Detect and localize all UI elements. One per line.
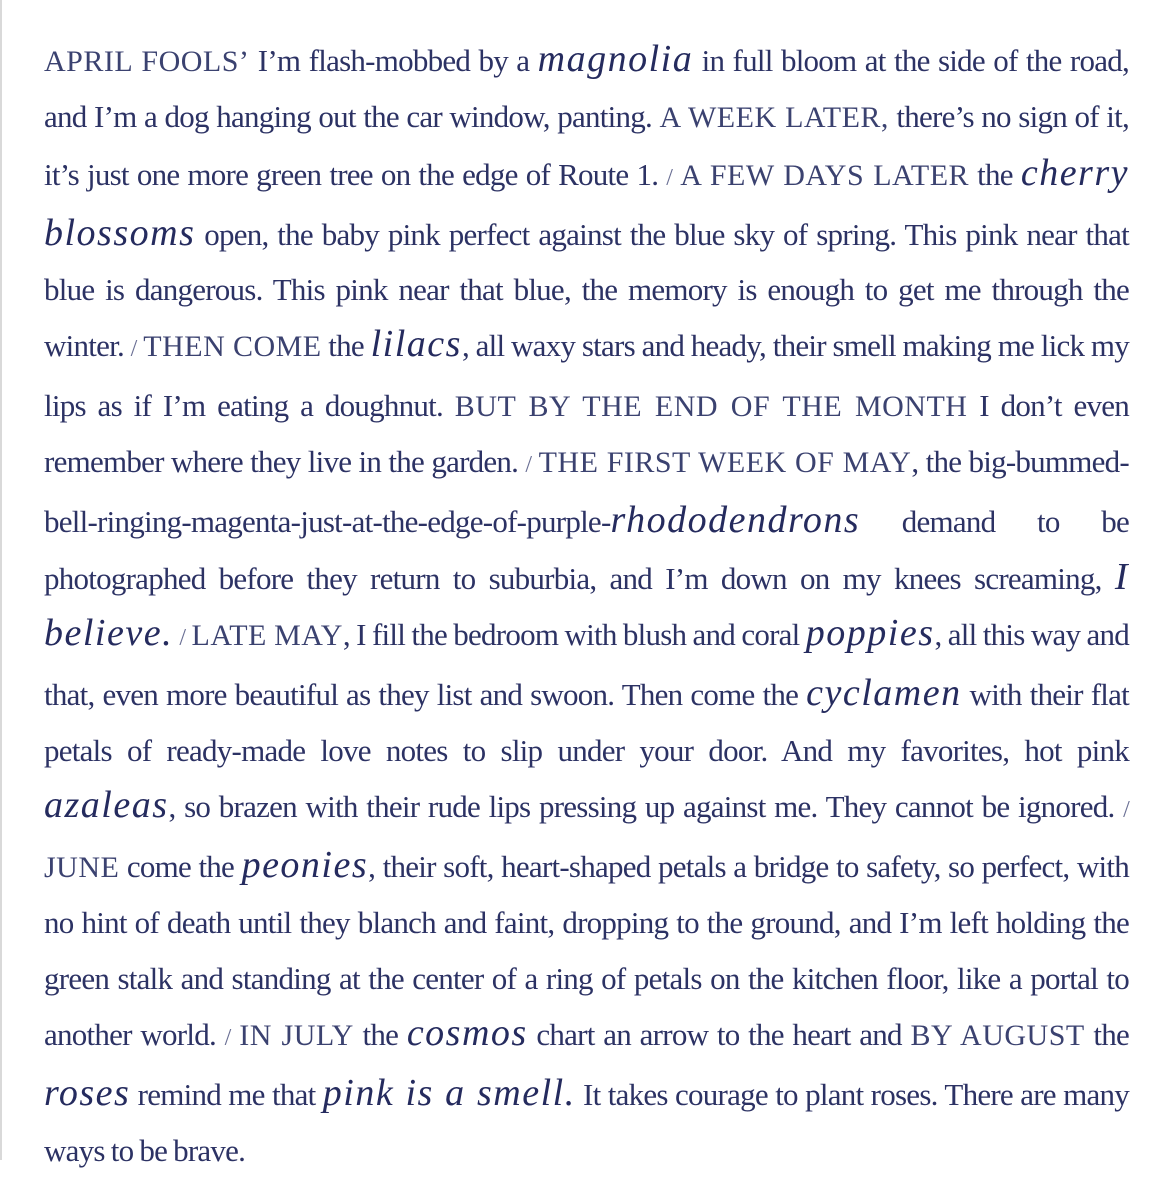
prose-text: chart an arrow to the heart and bbox=[527, 1017, 911, 1053]
prose-text: in full bloom at the side of the road, and I’m a dog hanging out the car window, panting. bbox=[44, 43, 1129, 135]
prose-text: I’m flash-mobbed by a bbox=[249, 43, 538, 78]
prose-text: , the big-bummed-bell-ringing-magenta-just-at-the-edge-of-purple- bbox=[44, 444, 1129, 540]
page-edge-rule bbox=[0, 0, 2, 1160]
prose-text: , their soft, heart-shaped petals a bridge to safety, so perfect, with no hint of death until they blanch and faint, dropping to the ground, and I’m left holding the green stalk and standing at the center of a ring of petals on the kitchen floor, like a portal to another world. bbox=[44, 849, 1129, 1053]
prose-text: the bbox=[321, 328, 371, 364]
flower-name: cyclamen bbox=[806, 672, 962, 715]
flower-name: lilacs bbox=[370, 323, 462, 366]
time-marker: BY AUGUST bbox=[910, 1019, 1085, 1053]
prose-text: with their flat petals of ready-made love notes to slip under your door. And my favorites, hot pink bbox=[44, 677, 1130, 768]
flower-name: rhododendrons bbox=[610, 499, 861, 542]
prose-text: the bbox=[969, 156, 1021, 192]
prose-text: the bbox=[1084, 1017, 1130, 1053]
time-marker: THE FIRST WEEK OF MAY bbox=[538, 446, 912, 480]
time-marker: A FEW DAYS LATER bbox=[680, 158, 970, 192]
prose-text: , all waxy stars and heady, their smell making me lick my lips as if I’m eating a doughnut. bbox=[44, 328, 1130, 423]
time-marker: BUT BY THE END OF THE MONTH bbox=[454, 389, 968, 423]
prose-text: , so brazen with their rude lips pressing up against me. They cannot be ignored. bbox=[168, 788, 1124, 824]
prose-text: come the bbox=[119, 849, 242, 885]
flower-name: azaleas bbox=[44, 783, 169, 826]
time-marker: LATE MAY bbox=[191, 618, 343, 652]
flower-name: cherry blossoms bbox=[44, 151, 1130, 254]
prose-text: demand to be photographed before they return to suburbia, and I’m down on my knees screaming, bbox=[44, 504, 1129, 596]
prose-text: there’s no sign of it, it’s just one more green tree on the edge of Route 1. bbox=[44, 99, 1130, 192]
prose-text: remind me that bbox=[130, 1077, 323, 1113]
emphasis-phrase: I believe. bbox=[44, 555, 1129, 654]
prose-text: open, the baby pink perfect against the blue sky of spring. This pink near that blue is dangerous. This pink near that blue, the memory is enough to get me through the winter. bbox=[44, 216, 1129, 364]
flower-name: poppies bbox=[805, 611, 935, 654]
prose-text: It takes courage to plant roses. There are many ways to be brave. bbox=[44, 1077, 1130, 1168]
prose-text bbox=[531, 444, 538, 479]
flower-prose-paragraph bbox=[44, 32, 1129, 1178]
time-marker: JUNE bbox=[44, 851, 120, 885]
section-separator: / bbox=[224, 1025, 231, 1052]
emphasis-phrase: pink is a smell. bbox=[322, 1072, 576, 1115]
flower-name: roses bbox=[44, 1072, 131, 1115]
flower-name: magnolia bbox=[537, 38, 694, 80]
prose-text bbox=[231, 1017, 240, 1052]
flower-name: peonies bbox=[241, 844, 369, 887]
prose-text: the bbox=[353, 1017, 407, 1053]
time-marker: IN JULY bbox=[239, 1019, 354, 1053]
time-marker: APRIL FOOLS’ bbox=[44, 45, 250, 78]
prose-text: , all this way and that, even more beautiful as they list and swoon. Then come the bbox=[44, 616, 1129, 713]
section-separator: / bbox=[130, 336, 137, 363]
time-marker: A WEEK LATER, bbox=[659, 101, 889, 135]
section-separator: / bbox=[666, 164, 673, 191]
section-separator: / bbox=[1123, 796, 1129, 823]
time-marker: THEN COME bbox=[143, 330, 322, 364]
prose-text: , I fill the bedroom with blush and coral bbox=[342, 616, 806, 652]
prose-text: I don’t even remember where they live in the garden. bbox=[44, 387, 1129, 480]
flower-name: cosmos bbox=[406, 1012, 528, 1055]
section-separator: / bbox=[525, 452, 532, 479]
section-separator: / bbox=[179, 624, 186, 651]
